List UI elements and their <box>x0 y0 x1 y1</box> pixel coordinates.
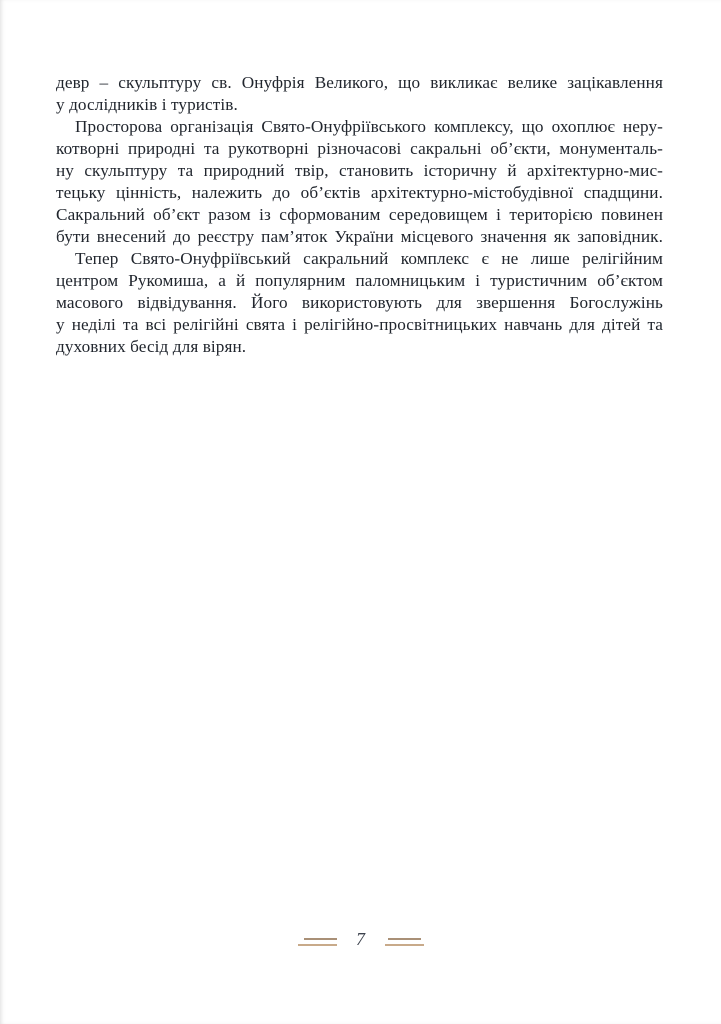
ornament-line <box>385 944 424 946</box>
text-line: Тепер Свято-Онуфріївський сакральний комплекс є не лише релігійним <box>75 249 663 268</box>
paragraph <box>56 248 663 358</box>
text-line: масового відвідування. Його використовують для звершення Богослужінь <box>56 293 663 312</box>
text-line: у неділі та всі релігійні свята і релігійно-просвітницьких навчань для дітей та <box>56 315 663 334</box>
paragraph <box>56 72 663 116</box>
text-line: девр – скульптуру св. Онуфрія Великого, що викликає велике зацікавлення <box>56 73 663 92</box>
text-line: Сакральний об’єкт разом із сформованим середовищем і територією повинен <box>56 205 663 224</box>
footer-ornament-left <box>298 932 337 945</box>
text-line: у дослідників і туристів. <box>56 95 238 114</box>
page-footer <box>0 928 721 950</box>
text-line: духовних бесід для вірян. <box>56 337 247 356</box>
paragraph <box>56 116 663 248</box>
footer-ornament-right <box>385 932 424 945</box>
text-line: бути внесений до реєстру пам’яток України місцевого значення як заповідник. <box>56 227 663 246</box>
ornament-line <box>388 938 421 940</box>
ornament-line <box>298 944 337 946</box>
text-line: котворні природні та рукотворні різночасові сакральні об’єкти, монументаль- <box>56 139 663 158</box>
text-line: центром Рукомиша, а й популярним паломницьким і туристичним об’єктом <box>56 271 663 290</box>
text-line: ну скульптуру та природний твір, становить історичну й архітектурно-мис- <box>56 161 663 180</box>
text-line: тецьку цінність, належить до об’єктів архітектурно-містобудівної спадщини. <box>56 183 663 202</box>
text-line: Просторова організація Свято-Онуфріївського комплексу, що охоплює неру- <box>75 117 663 136</box>
ornament-line <box>304 938 337 940</box>
page-number: 7 <box>356 929 365 949</box>
body-text <box>56 72 663 358</box>
